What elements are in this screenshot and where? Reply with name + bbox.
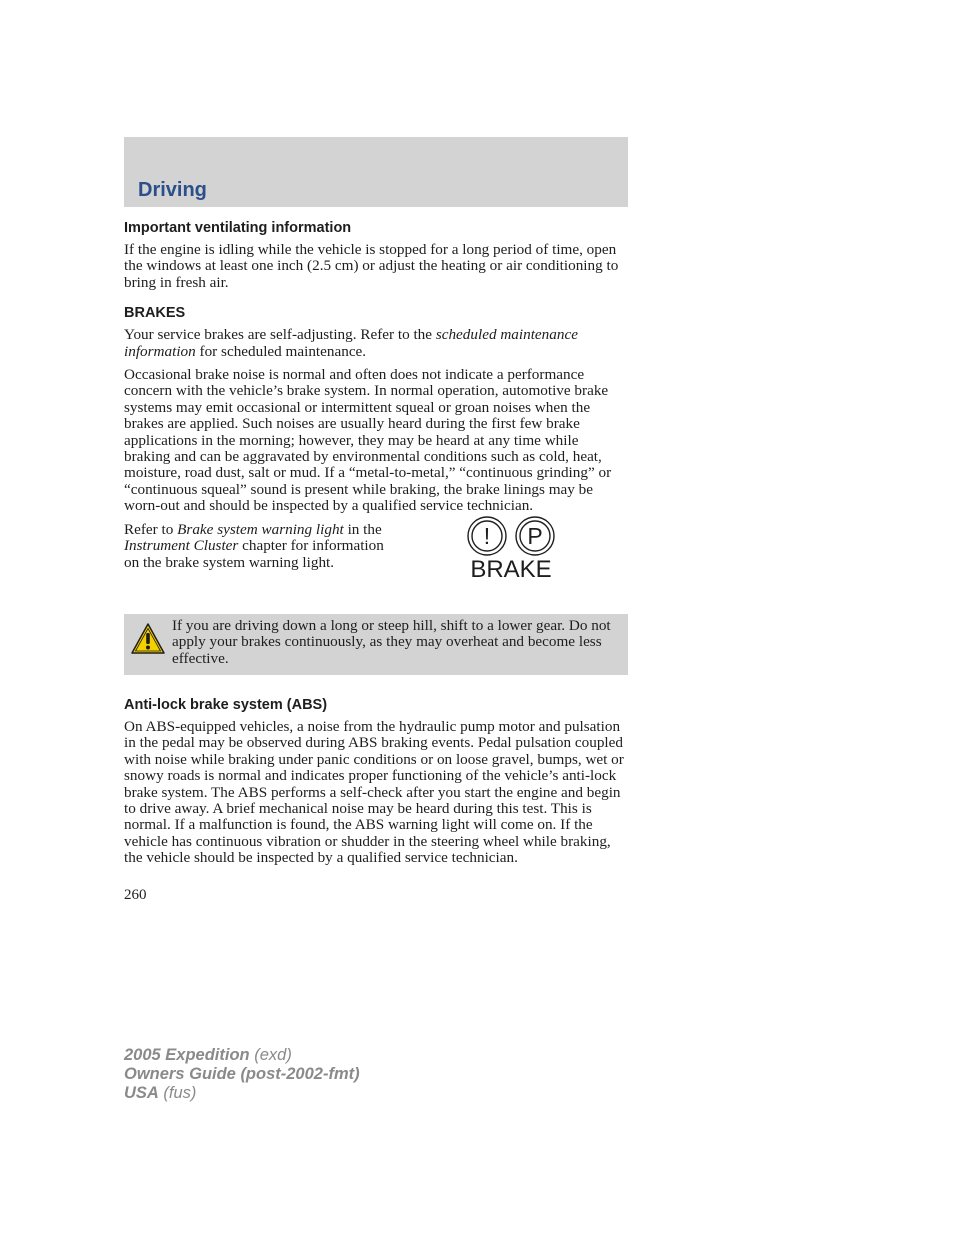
brake-warning-light-reference: Brake system warning light <box>177 520 344 538</box>
instrument-cluster-reference: Instrument Cluster <box>124 537 239 555</box>
brakes-paragraph-1 <box>124 327 628 360</box>
page-content <box>124 220 628 904</box>
footer-guide: Owners Guide (post-2002-fmt) <box>124 1065 360 1083</box>
brakes-paragraph-2: Occasional brake noise is normal and often does not indicate a performance concern with the vehicle’s brake system. In normal operation, automotive brake systems may emit occasional or intermittent squeal or groan noises when the brakes are applied. Such noises are usually heard during the first few brake applications in the morning; however, they may be heard at any time while braking and can be aggravated by environmental conditions such as cold, heat, moisture, road dust, salt or mud. If a “metal-to-metal,” “continuous grinding” or “continuous squeal” sound is present while braking, the brake linings may be worn-out and should be inspected by a qualified service technician. <box>124 366 612 515</box>
brake-warning-icon <box>464 514 558 584</box>
footer-market-code: (fus) <box>158 1084 197 1102</box>
warning-text: If you are driving down a long or steep hill, shift to a lower gear. Do not apply your brakes continuously, as they may overheat and become less effective. <box>172 616 611 667</box>
brakes-p3-text-a: Refer to <box>124 520 178 538</box>
footer-model-code: (exd) <box>249 1046 292 1064</box>
exclaim-glyph: ! <box>483 522 491 549</box>
warning-box <box>124 614 628 675</box>
scheduled-maintenance-reference: scheduled maintenance information <box>124 326 578 360</box>
document-footer <box>124 1046 360 1103</box>
abs-heading: Anti-lock brake system (ABS) <box>124 696 328 713</box>
p-glyph: P <box>527 522 543 549</box>
brakes-p3-text-c: chapter for information on the brake system warning light. <box>124 537 384 571</box>
section-header-bar <box>124 137 628 207</box>
brake-label: BRAKE <box>470 555 552 583</box>
footer-line-3 <box>124 1084 360 1103</box>
brakes-p1-text-b: for scheduled maintenance. <box>195 342 367 360</box>
brakes-p3-text-b: in the <box>343 520 382 538</box>
brake-warning-light-row <box>124 522 628 594</box>
section-title: Driving <box>138 179 207 201</box>
footer-line-1 <box>124 1046 360 1065</box>
footer-market: USA <box>124 1084 159 1102</box>
brakes-heading: BRAKES <box>124 305 186 322</box>
abs-paragraph: On ABS-equipped vehicles, a noise from the hydraulic pump motor and pulsation in the pedal may be observed during ABS braking events. Pedal pulsation coupled with noise while braking under panic conditions or on loose gravel, bumps, wet or snowy roads is normal and indicates proper functioning of the vehicle’s anti-lock brake system. The ABS performs a self-check after you start the engine and begin to drive away. A brief mechanical noise may be heard during this test. This is normal. If a malfunction is found, the ABS warning light will come on. If the vehicle has continuous vibration or shudder in the steering wheel while braking, the vehicle should be inspected by a qualified service technician. <box>124 717 624 867</box>
footer-model: 2005 Expedition <box>124 1046 250 1064</box>
brakes-paragraph-3 <box>124 522 384 571</box>
ventilating-paragraph: If the engine is idling while the vehicle is stopped for a long period of time, open the windows at least one inch (2.5 cm) or adjust the heating or air conditioning to bring in fresh air. <box>124 241 619 291</box>
brakes-section <box>124 305 628 593</box>
ventilating-section <box>124 220 628 291</box>
footer-line-2 <box>124 1065 360 1084</box>
warning-triangle-icon <box>130 622 166 656</box>
brakes-p1-text-a: Your service brakes are self-adjusting. Refer to the <box>124 326 436 344</box>
abs-section <box>124 697 628 867</box>
ventilating-heading: Important ventilating information <box>124 220 352 236</box>
page-number: 260 <box>124 886 147 903</box>
